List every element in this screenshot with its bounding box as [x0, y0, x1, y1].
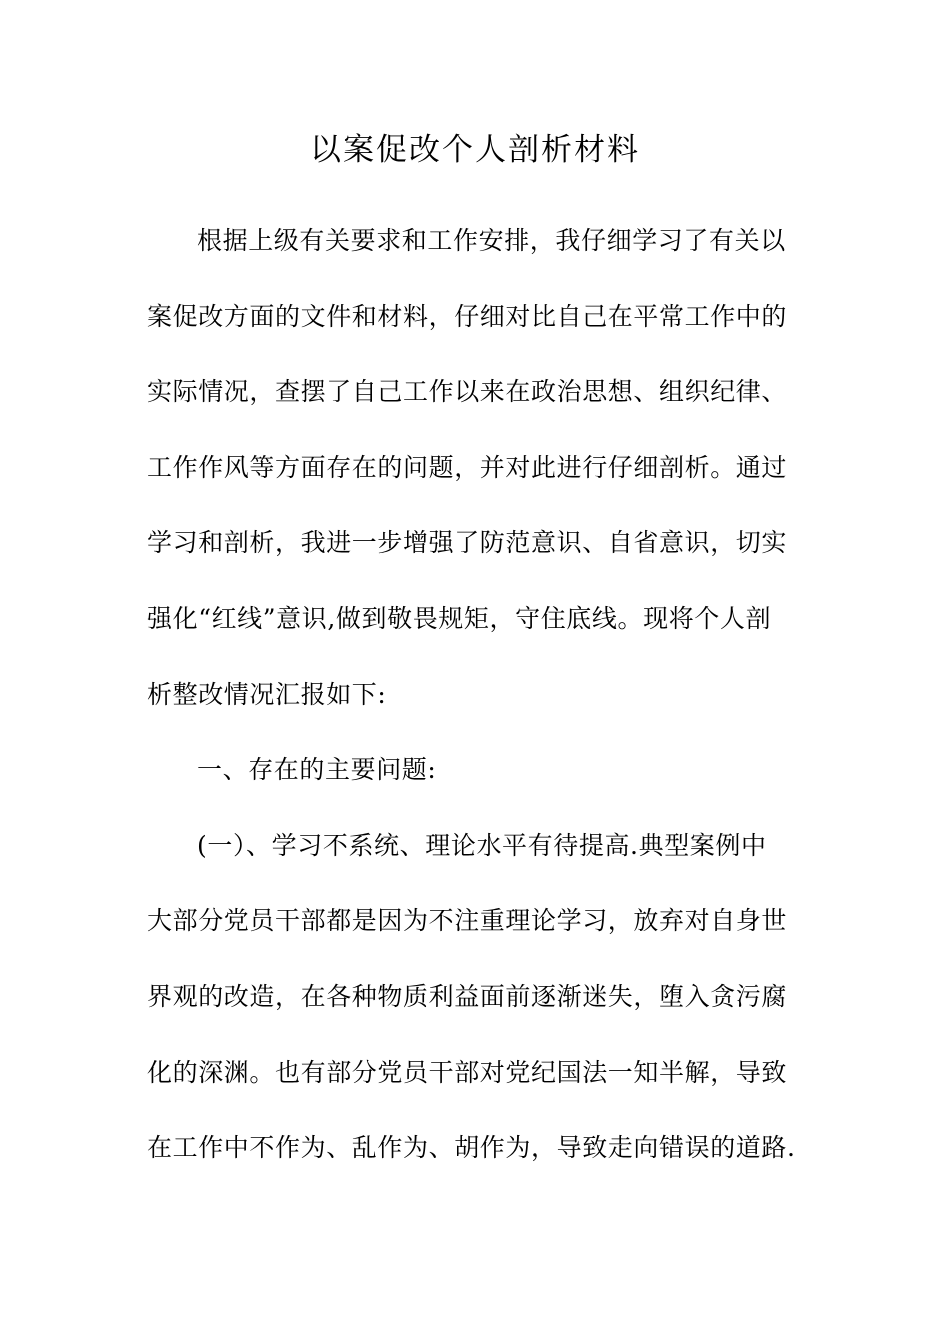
section-heading: 一、存在的主要问题:: [197, 755, 437, 785]
body-line: 析整改情况汇报如下:: [147, 679, 387, 709]
body-line: 实际情况，查摆了自己工作以来在政治思想、组织纪律、: [147, 377, 788, 407]
document-body: [147, 218, 807, 1201]
body-line: 化的深渊。也有部分党员干部对党纪国法一知半解，导致: [147, 1057, 788, 1087]
body-line: 案促改方面的文件和材料，仔细对比自己在平常工作中的: [147, 301, 788, 331]
body-line: 学习和剖析，我进一步增强了防范意识、自省意识，切实: [147, 528, 788, 558]
body-line: 界观的改造，在各种物质利益面前逐渐迷失，堕入贪污腐: [147, 981, 788, 1011]
body-line: 工作作风等方面存在的问题，并对此进行仔细剖析。通过: [147, 452, 788, 482]
body-line: 根据上级有关要求和工作安排，我仔细学习了有关以: [197, 226, 786, 255]
document-title: 以案促改个人剖析材料: [310, 132, 640, 168]
subsection-heading: (一）、学习不系统、理论水平有待提高.典型案例中: [197, 830, 767, 860]
body-line: 在工作中不作为、乱作为、胡作为，导致走向错误的道路.: [147, 1133, 796, 1163]
body-line: 大部分党员干部都是因为不注重理论学习，放弃对自身世: [147, 906, 788, 936]
body-line: 强化“红线”意识,做到敬畏规矩，守住底线。现将个人剖: [147, 603, 772, 633]
